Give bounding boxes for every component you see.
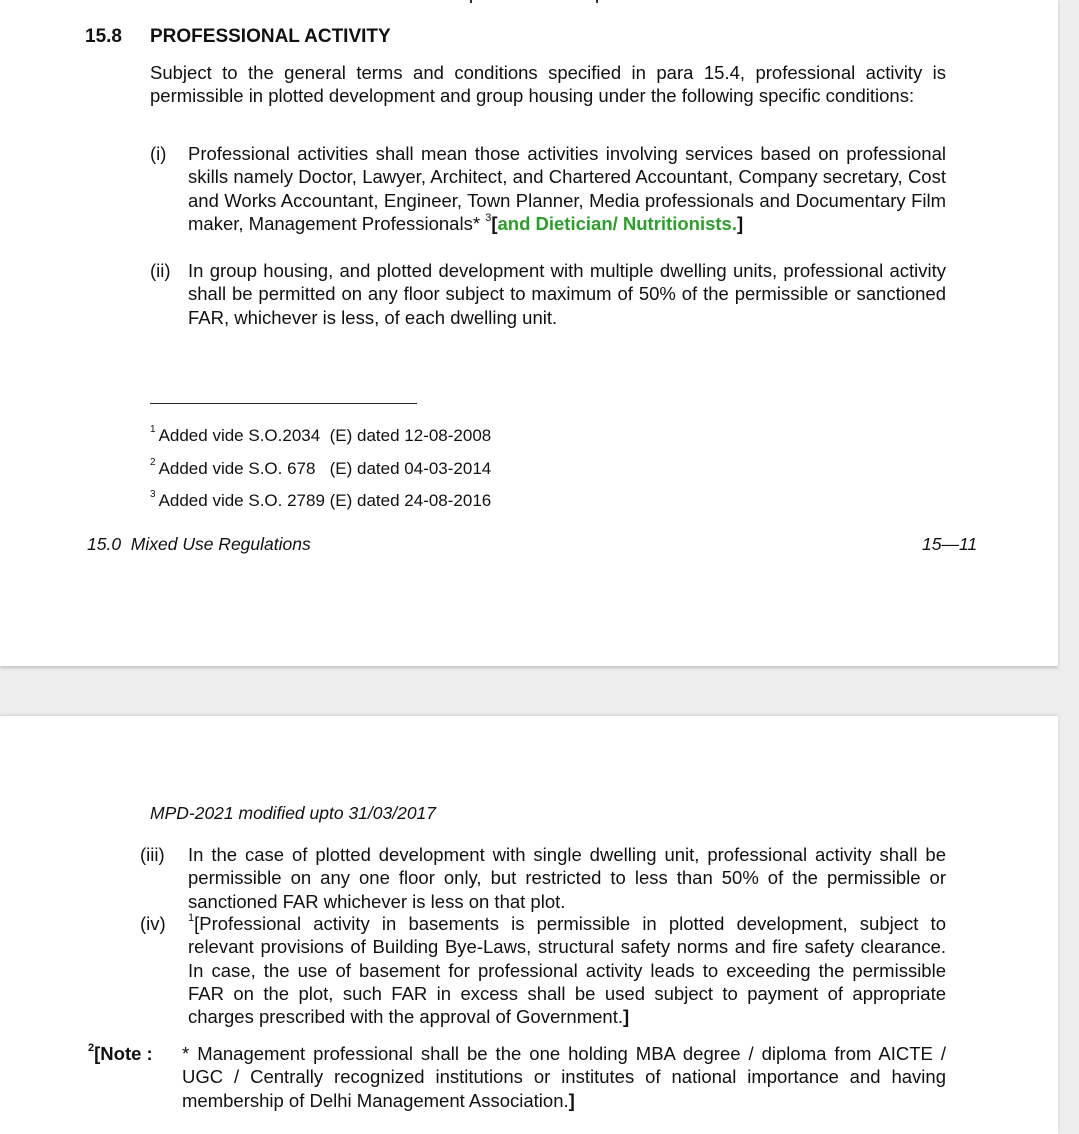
note-text [182,1042,946,1112]
section-number: 15.8 [85,26,122,47]
list-item-number: (iii) [140,844,165,865]
footnote-text: Added vide S.O.2034 (E) dated 12-08-2008 [158,426,492,445]
footnote-mark: 3 [150,489,156,500]
footnote-ref: 1 [188,912,195,924]
list-item-text [188,142,946,235]
list-item-text [188,912,946,1028]
footnote-text: Added vide S.O. 2789 (E) dated 24-08-2016 [158,491,492,510]
list-item-i [150,142,946,260]
list-item-text: In group housing, and plotted development with multiple dwelling units, professional activity shall be permitted on any floor subject to maximum of 50% of the permissible or sanctioned FAR, whichever is less, of each dwelling unit. [188,260,946,328]
intro-paragraph: Subject to the general terms and conditions specified in para 15.4, professional activity is permissible in plotted development and group housing under the following specific conditions: [150,62,946,107]
page-number: 15—11 [922,534,978,554]
amendment-open-bracket: [ [491,212,498,234]
list-item-iii [140,843,946,915]
list-item-iv [140,912,946,1030]
document-page-2 [0,716,1058,1134]
section-title: PROFESSIONAL ACTIVITY [150,26,391,47]
footnote-3 [150,491,491,511]
note-label [88,1042,153,1065]
amendment-text: and Dietician/ Nutritionists. [497,212,737,234]
footnote-text: Added vide S.O. 678 (E) dated 04-03-2014 [158,459,492,478]
list-item-number: (iv) [140,913,166,934]
amendment-close-bracket: ] [622,1006,630,1028]
footnote-ref: 3 [485,211,492,224]
amendment-close-bracket: ] [568,1089,575,1111]
cropped-text-fragment [470,0,472,3]
item-i-body: Professional activities shall mean those activities involving services based on professional skills namely Doctor, Lawyer, Architect, and Chartered Accountant, Company secretary, Cost and Works Accountant, Engineer, Town Planner, Media professionals and Documentary Film maker, Management Professionals* [188,143,946,234]
list-item-text: In the case of plotted development with single dwelling unit, professional activity shall be permissible on any one floor only, but restricted to less than 50% of the permissible or sanctioned FAR whichever is less on that plot. [188,844,946,912]
page-footer-title: 15.0 Mixed Use Regulations [87,534,311,554]
page-header: MPD-2021 modified upto 31/03/2017 [150,803,437,823]
amendment-close-bracket: ] [736,212,744,234]
cropped-text-fragment [596,0,598,3]
note-block [88,1042,946,1114]
footnote-ref: 2 [88,1042,95,1054]
list-item-number: (i) [150,143,167,164]
footnote-separator [150,403,417,404]
footnote-mark: 2 [150,457,156,468]
footnote-1 [150,426,491,446]
item-iv-body: [Professional activity in basements is permissible in plotted development, subject to relevant provisions of Building Bye-Laws, structural safety norms and fire safety clearance. In case, the use of basement for professional activity leads to exceeding the permissible FAR on the plot, such FAR in excess shall be used subject to payment of appropriate charges prescribed with the approval of Government. [188,913,946,1028]
list-item-number: (ii) [150,260,171,281]
note-body: * Management professional shall be the one holding MBA degree / diploma from AICTE / UGC / Centrally recognized institutions or institutes of national importance and having membership of Delhi Management Association. [182,1043,946,1111]
list-item-ii [150,259,946,331]
footnote-mark: 1 [150,424,156,435]
footnote-2 [150,459,491,479]
note-label-text: [Note : [94,1043,153,1064]
